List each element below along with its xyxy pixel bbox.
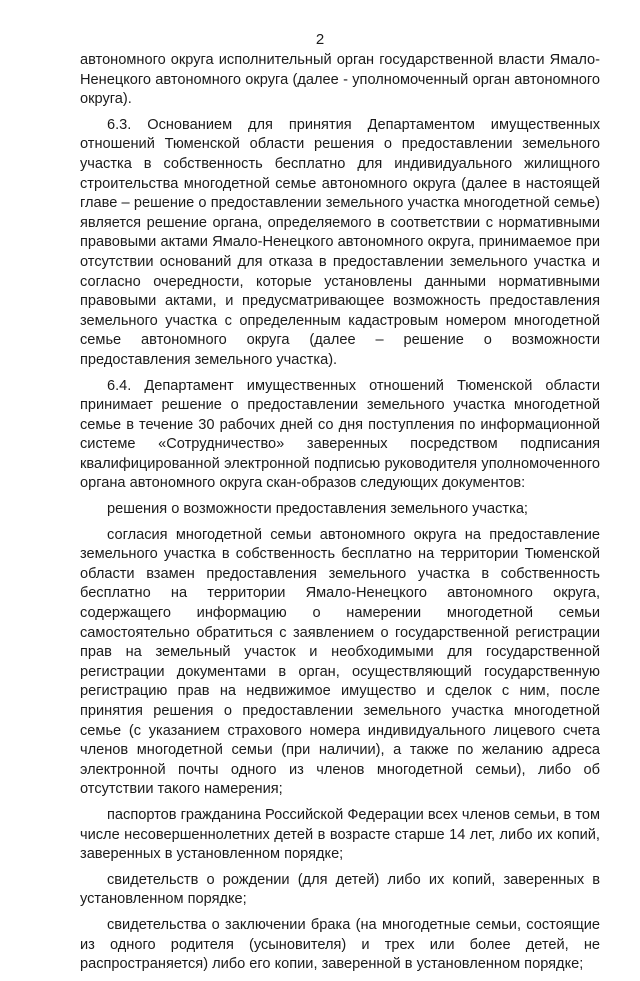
document-body [80, 51, 600, 981]
paragraph-continuation: автономного округа исполнительный орган государственной власти Ямало-Ненецкого автономного округа (далее - уполномоченный орган автономного округа). [80, 52, 600, 108]
paragraph-6-4: 6.4. Департамент имущественных отношений Тюменской области принимает решение о предоставлении земельного участка многодетной семье в течение 30 рабочих дней со дня поступления по информационной системе «Сотрудничество» заверенных посредством подписания квалифицированной электронной подписью руководителя уполномоченного органа автономного округа скан-образов следующих документов: [80, 377, 600, 492]
list-item-decision: решения о возможности предоставления земельного участка; [107, 501, 528, 518]
list-item-passports: паспортов гражданина Российской Федерации всех членов семьи, в том числе несовершеннолетних детей в возрасте старше 14 лет, либо их копий, заверенных в установленном порядке; [80, 806, 600, 863]
list-item-consent: согласия многодетной семьи автономного округа на предоставление земельного участка в собственность бесплатно на территории Тюменской области взамен предоставления земельного участка в собственность бесплатно на территории Ямало-Ненецкого автономного округа, содержащего информацию о намерении многодетной семьи самостоятельно обратиться с заявлением о государственной регистрации прав на земельный участок и необходимыми для государственной регистрации документами в орган, осуществляющий государственную регистрацию прав на недвижимое имущество и сделок с ним, после принятия решения о предоставлении земельного участка многодетной семье (с указанием страхового номера индивидуального лицевого счета членов многодетной семьи (при наличии), а также по желанию адреса электронной почты одного из членов многодетной семьи), либо об отсутствии такого намерения; [80, 526, 600, 798]
paragraph-6-3: 6.3. Основанием для принятия Департаментом имущественных отношений Тюменской области решения о предоставлении земельного участка в собственность бесплатно для индивидуального жилищного строительства многодетной семье автономного округа (далее в настоящей главе – решение о предоставлении земельного участка многодетной семье) является решение органа, определяемого в соответствии с нормативными правовыми актами Ямало-Ненецкого автономного округа, принимаемое при отсутствии оснований для отказа в предоставлении земельного участка и согласно очередности, которые установлены данными нормативными правовыми актами, и предусматривающее возможность предоставления земельного участка с определенным кадастровым номером многодетной семье автономного округа (далее – решение о возможности предоставления земельного участка). [80, 116, 600, 368]
page-number: 2 [315, 31, 325, 48]
list-item-marriage-certificate: свидетельства о заключении брака (на многодетные семьи, состоящие из одного родителя (усыновителя) и трех или более детей, не распространяется) либо его копии, заверенной в установленном порядке; [80, 916, 600, 973]
list-item-birth-certificates: свидетельств о рождении (для детей) либо их копий, заверенных в установленном порядке; [80, 871, 600, 908]
